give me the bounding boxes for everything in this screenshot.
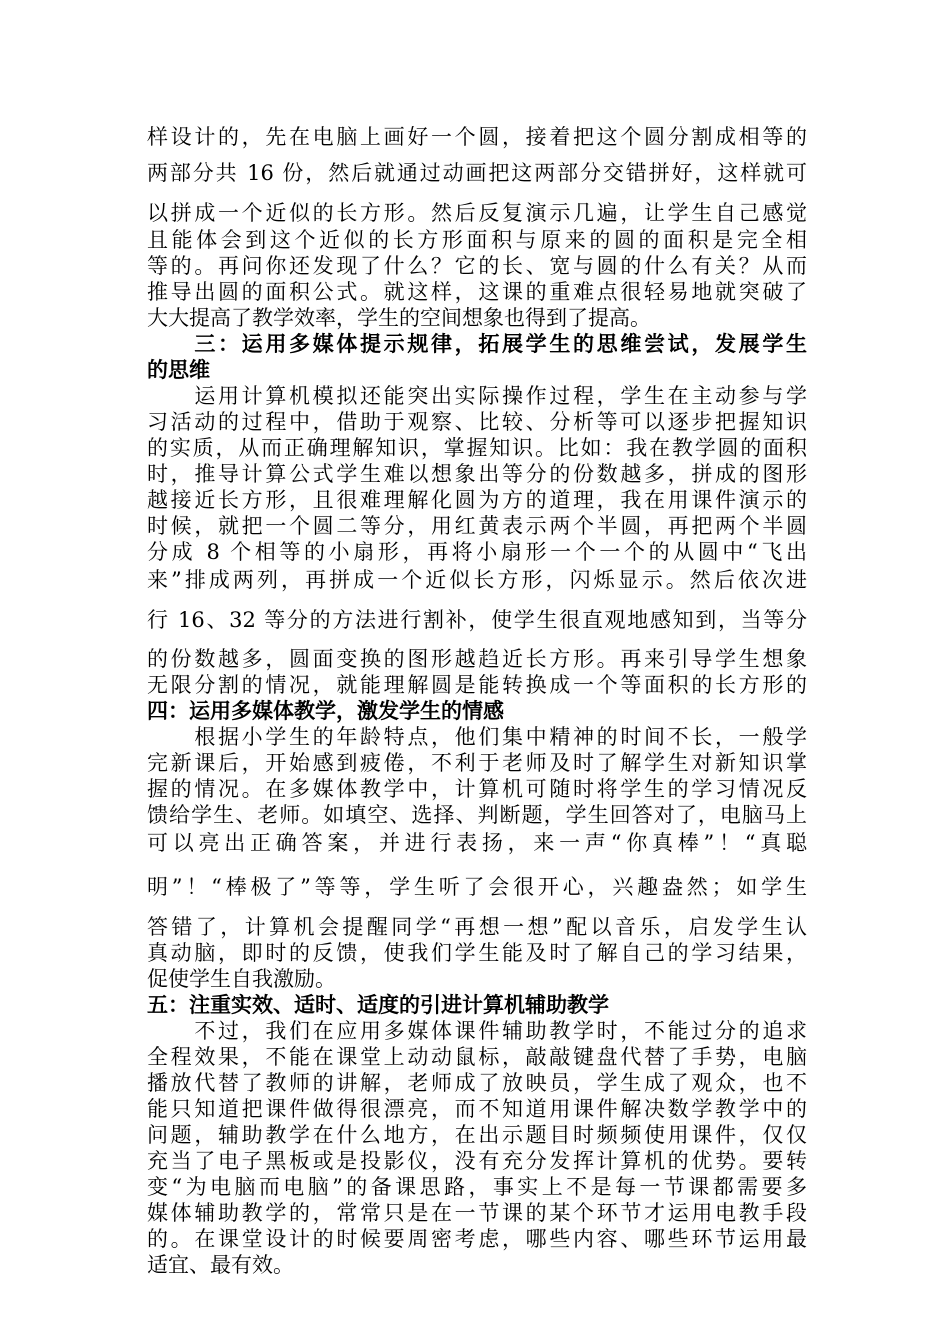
paragraph-line: 不过，我们在应用多媒体课件辅助教学时，不能过分的追求 [147, 1019, 807, 1043]
paragraph-line: 明”！“棒极了”等等，学生听了会很开心，兴趣盎然；如学生 [147, 875, 807, 899]
paragraph-line: 时，推导计算公式学生难以想象出等分的份数越多，拼成的图形 [147, 462, 807, 486]
paragraph-line: 运用计算机模拟还能突出实际操作过程，学生在主动参与学 [147, 384, 807, 408]
paragraph-line: 全程效果，不能在课堂上动动鼠标，敲敲键盘代替了手势，电脑 [147, 1045, 807, 1069]
paragraph-line: 媒体辅助教学的，常常只是在一节课的某个环节才运用电教手段 [147, 1201, 807, 1225]
paragraph-line: 握的情况。在多媒体教学中，计算机可随时将学生的学习情况反 [147, 777, 807, 801]
paragraph-line: 来”排成两列，再拼成一个近似长方形，闪烁显示。然后依次进 [147, 568, 807, 592]
paragraph-line: 样设计的，先在电脑上画好一个圆，接着把这个圆分割成相等的 [147, 125, 807, 149]
paragraph-line: 的实质，从而正确理解知识，掌握知识。比如：我在教学圆的面积 [147, 436, 807, 460]
section-heading: 的思维 [147, 357, 210, 382]
paragraph-line: 可以亮出正确答案，并进行表扬，来一声“你真棒”！“真聪 [147, 831, 807, 855]
paragraph-line: 行 16、32 等分的方法进行割补，使学生很直观地感知到，当等分 [147, 608, 807, 632]
paragraph-line: 根据小学生的年龄特点，他们集中精神的时间不长，一般学 [147, 725, 807, 749]
paragraph-line: 的份数越多，圆面变换的图形越趋近长方形。再来引导学生想象 [147, 647, 807, 671]
paragraph-line: 等的。再问你还发现了什么？它的长、宽与圆的什么有关？从而 [147, 254, 807, 278]
paragraph-line: 充当了电子黑板或是投影仪，没有充分发挥计算机的优势。要转 [147, 1149, 807, 1173]
paragraph-line: 以拼成一个近似的长方形。然后反复演示几遍，让学生自己感觉 [147, 201, 807, 225]
paragraph-line: 时候，就把一个圆二等分，用红黄表示两个半圆，再把两个半圆 [147, 514, 807, 538]
paragraph-line: 的。在课堂设计的时候要周密考虑，哪些内容、哪些环节运用最 [147, 1227, 807, 1251]
paragraph-line: 问题，辅助教学在什么地方，在出示题目时频频使用课件，仅仅 [147, 1123, 807, 1147]
paragraph-line: 馈给学生、老师。如填空、选择、判断题，学生回答对了，电脑马上 [147, 803, 807, 827]
paragraph-line: 推导出圆的面积公式。就这样，这课的重难点很轻易地就突破了 [147, 280, 807, 304]
paragraph-line: 答错了，计算机会提醒同学“再想一想”配以音乐，启发学生认 [147, 915, 807, 939]
section-heading: 三：运用多媒体提示规律，拓展学生的思维尝试，发展学生 [147, 331, 807, 356]
paragraph-line: 习活动的过程中，借助于观察、比较、分析等可以逐步把握知识 [147, 410, 807, 434]
paragraph-line: 能只知道把课件做得很漂亮，而不知道用课件解决数学教学中的 [147, 1097, 807, 1121]
paragraph-line: 促使学生自我激励。 [147, 967, 336, 991]
paragraph-line: 播放代替了教师的讲解，老师成了放映员，学生成了观众，也不 [147, 1071, 807, 1095]
section-heading: 四：运用多媒体教学，激发学生的情感 [147, 698, 504, 723]
paragraph-line: 变“为电脑而电脑”的备课思路，事实上不是每一节课都需要多 [147, 1175, 807, 1199]
paragraph-line: 分成 8 个相等的小扇形，再将小扇形一个一个的从圆中“飞出 [147, 540, 807, 564]
paragraph-line: 大大提高了教学效率，学生的空间想象也得到了提高。 [147, 306, 651, 330]
paragraph-line: 完新课后，开始感到疲倦，不利于老师及时了解学生对新知识掌 [147, 751, 807, 775]
section-heading: 五：注重实效、适时、适度的引进计算机辅助教学 [147, 992, 609, 1017]
paragraph-line: 真动脑，即时的反馈，使我们学生能及时了解自己的学习结果， [147, 941, 807, 965]
paragraph-line: 越接近长方形，且很难理解化圆为方的道理，我在用课件演示的 [147, 488, 807, 512]
paragraph-line: 无限分割的情况，就能理解圆是能转换成一个等面积的长方形的 [147, 673, 807, 697]
paragraph-line: 且能体会到这个近似的长方形面积与原来的圆的面积是完全相 [147, 228, 807, 252]
paragraph-line: 两部分共 16 份，然后就通过动画把这两部分交错拼好，这样就可 [147, 161, 807, 185]
paragraph-line: 适宜、最有效。 [147, 1253, 294, 1277]
